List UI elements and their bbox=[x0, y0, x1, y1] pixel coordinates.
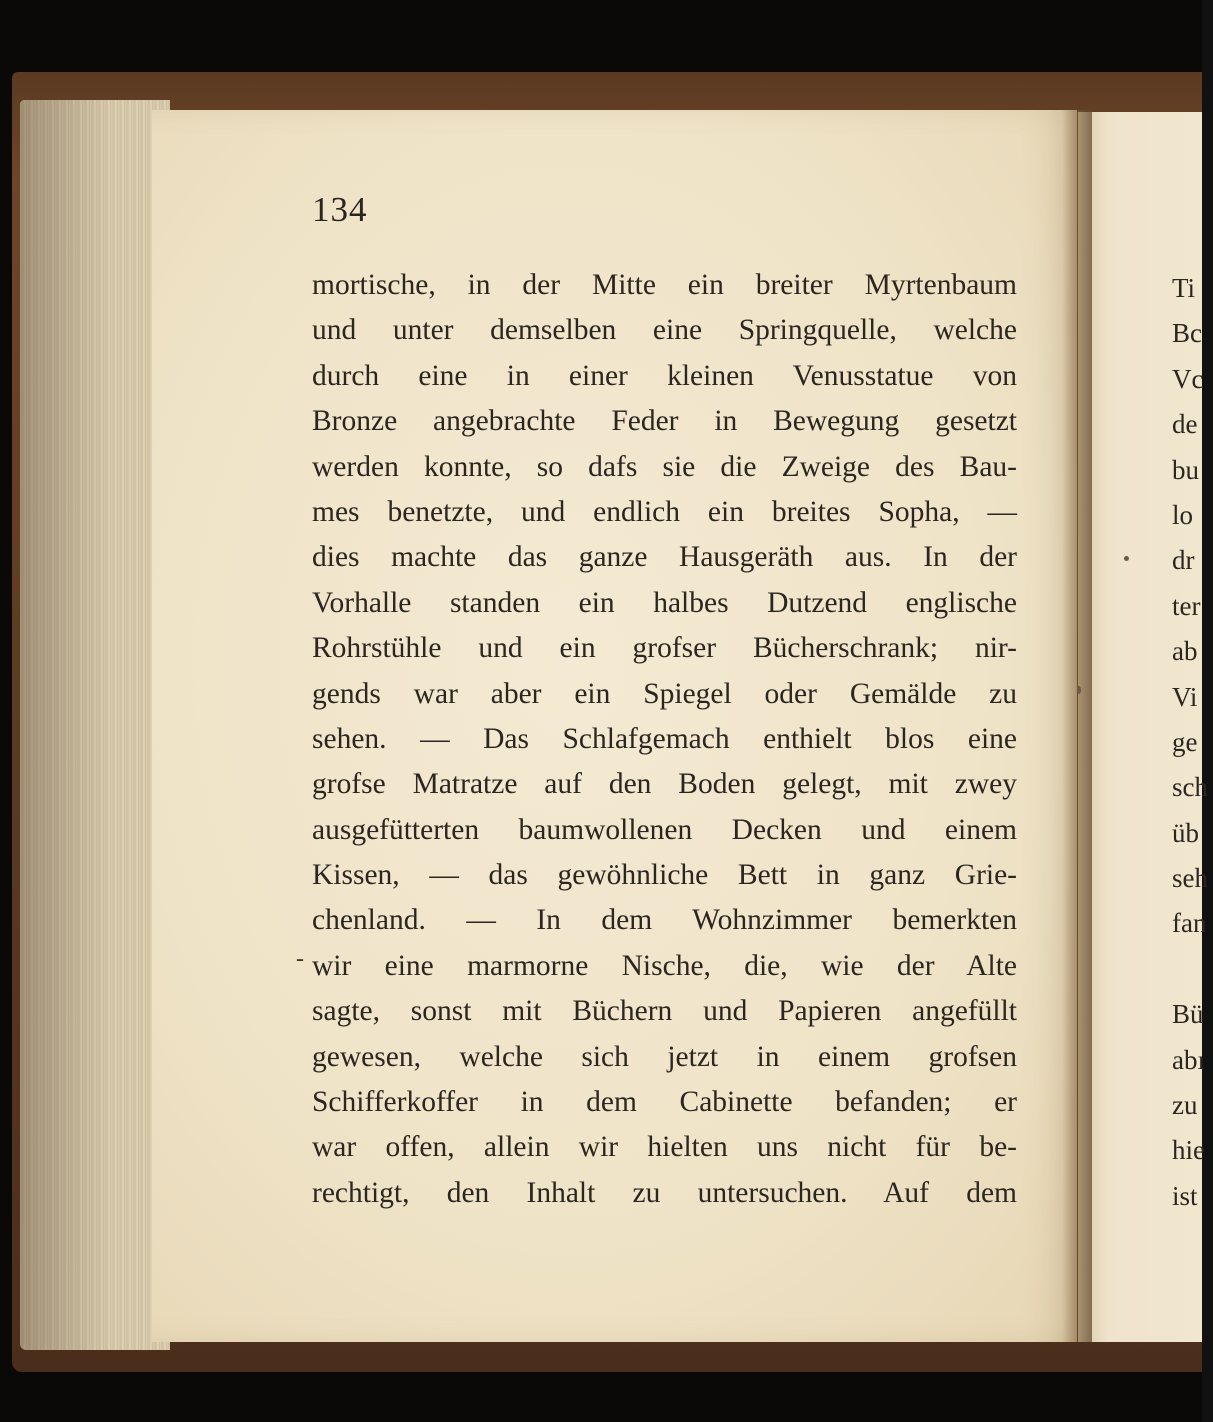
text-line: sehen. — Das Schlafgemach enthielt blos eine bbox=[312, 722, 1017, 755]
text-line: Schifferkoffer in dem Cabinette befanden; er bbox=[312, 1086, 1017, 1119]
right-page-line: üb bbox=[1172, 817, 1199, 848]
text-line: chenland. — In dem Wohnzimmer bemerkten bbox=[312, 904, 1017, 937]
right-page-line: de bbox=[1172, 409, 1198, 440]
text-line: werden konnte, so dafs sie die Zweige des Bau- bbox=[312, 450, 1017, 483]
right-page-line: sch bbox=[1172, 772, 1208, 803]
text-line: gends war aber ein Spiegel oder Gemälde zu bbox=[312, 677, 1017, 710]
right-page-line: Vi bbox=[1172, 681, 1198, 712]
page-number: 134 bbox=[312, 190, 368, 229]
right-page-line: abı bbox=[1172, 1044, 1205, 1075]
text-line: war offen, allein wir hielten uns nicht für be- bbox=[312, 1131, 1017, 1164]
text-line: grofse Matratze auf den Boden gelegt, mit zwey bbox=[312, 768, 1017, 801]
right-page-line: lo bbox=[1172, 499, 1194, 530]
text-line: und unter demselben eine Springquelle, welche bbox=[312, 314, 1017, 347]
text-line: dies machte das ganze Hausgeräth aus. In der bbox=[312, 541, 1017, 574]
text-line: sagte, sonst mit Büchern und Papieren angefüllt bbox=[312, 995, 1017, 1028]
right-page-line: Vc bbox=[1172, 363, 1204, 394]
body-text bbox=[312, 263, 1017, 1216]
right-page-line: ab bbox=[1172, 636, 1198, 667]
right-page-line: bu bbox=[1172, 454, 1199, 485]
right-page-line: Bc bbox=[1172, 318, 1202, 349]
right-page-line: ge bbox=[1172, 726, 1198, 757]
text-line: Vorhalle standen ein halbes Dutzend englische bbox=[312, 586, 1017, 619]
page-stack-shade bbox=[20, 100, 170, 1350]
text-line: Kissen, — das gewöhnliche Bett in ganz Grie- bbox=[312, 859, 1017, 892]
right-page-line: Ti bbox=[1172, 273, 1196, 303]
right-page-line: dr bbox=[1172, 545, 1195, 576]
right-page-text-fragment bbox=[1172, 266, 1212, 1219]
right-page-line: seh bbox=[1172, 863, 1208, 894]
text-line: rechtigt, den Inhalt zu untersuchen. Auf dem bbox=[312, 1176, 1017, 1209]
right-page-line: hie bbox=[1172, 1135, 1205, 1166]
right-page-line: fan bbox=[1172, 908, 1207, 939]
right-page-line bbox=[1172, 947, 1212, 992]
paper-speck bbox=[1077, 686, 1081, 694]
margin-mark: - bbox=[296, 946, 304, 972]
text-line: Rohrstühle und ein grofser Bücherschrank; nir- bbox=[312, 632, 1017, 665]
right-page-line: zu bbox=[1172, 1090, 1198, 1121]
right-page-line: ter bbox=[1172, 590, 1201, 621]
background-top bbox=[0, 0, 1213, 14]
text-line: mortische, in der Mitte ein breiter Myrtenbaum bbox=[312, 269, 1017, 301]
text-line: Bronze angebrachte Feder in Bewegung gesetzt bbox=[312, 405, 1017, 438]
text-line: ausgefütterten baumwollenen Decken und einem bbox=[312, 813, 1017, 846]
text-line: wir eine marmorne Nische, die, wie der Alte bbox=[312, 949, 1017, 982]
book-gutter bbox=[1062, 110, 1092, 1342]
text-line: durch eine in einer kleinen Venusstatue von bbox=[312, 359, 1017, 392]
paper-speck bbox=[1124, 556, 1129, 561]
text-line: mes benetzte, und endlich ein breites Sopha, — bbox=[312, 495, 1017, 528]
text-line: gewesen, welche sich jetzt in einem grofsen bbox=[312, 1040, 1017, 1073]
right-page-line: Bü bbox=[1172, 999, 1204, 1030]
right-page-line: ist bbox=[1172, 1180, 1198, 1211]
